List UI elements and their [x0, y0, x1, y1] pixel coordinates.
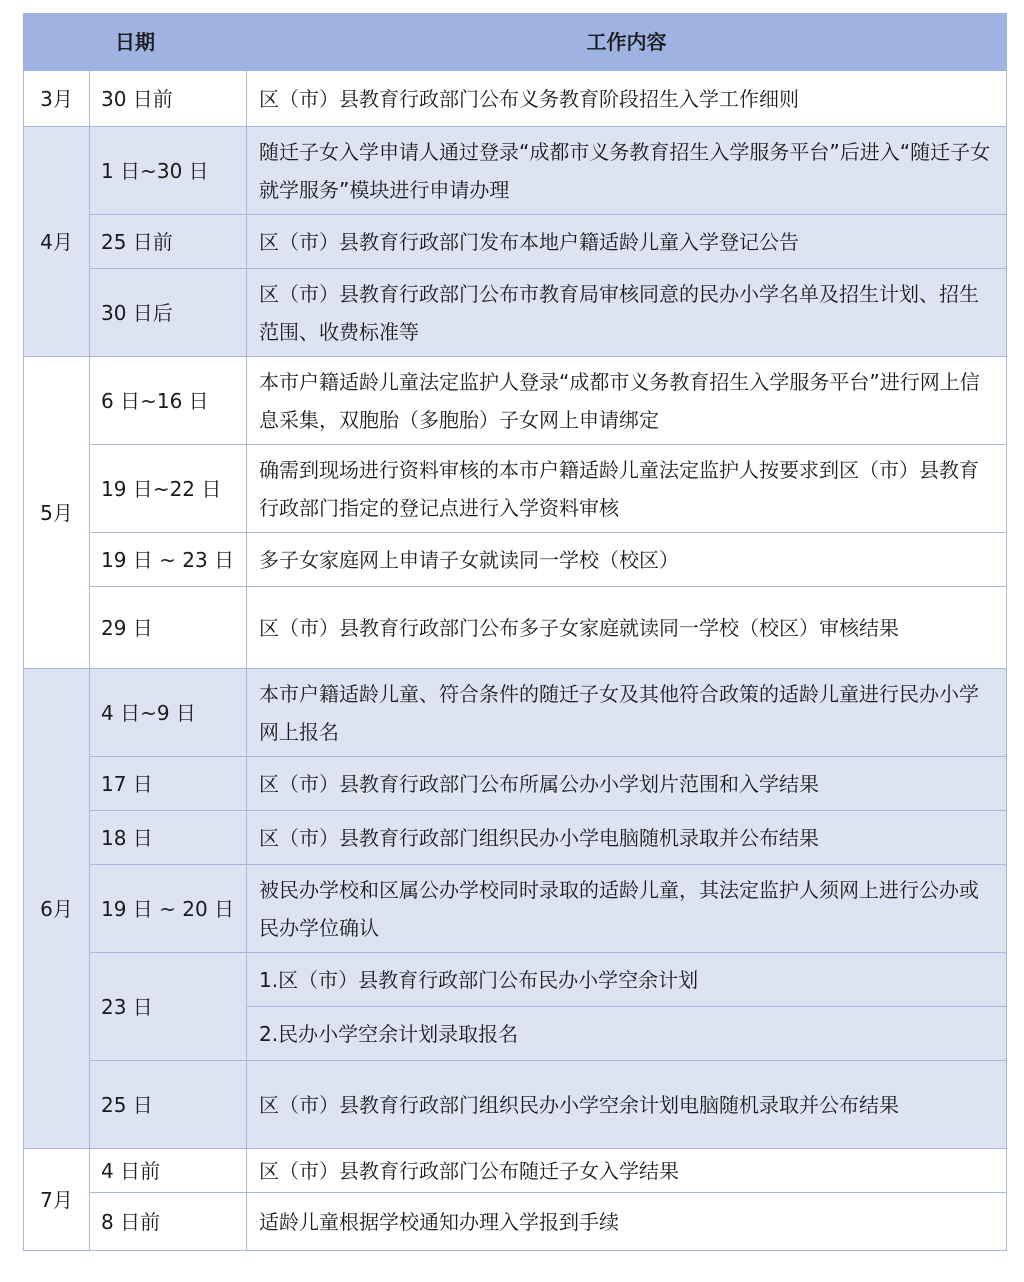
content-cell: 随迁子女入学申请人通过登录“成都市义务教育招生入学服务平台”后进入“随迁子女就学服务”模块进行申请办理	[247, 127, 1007, 215]
table-row	[24, 357, 1007, 445]
day-cell: 4 日~9 日	[90, 669, 247, 757]
content-cell: 区（市）县教育行政部门公布多子女家庭就读同一学校（校区）审核结果	[247, 587, 1007, 669]
content-cell: 被民办学校和区属公办学校同时录取的适龄儿童，其法定监护人须网上进行公办或民办学位确认	[247, 865, 1007, 953]
content-cell: 2.民办小学空余计划录取报名	[247, 1007, 1007, 1061]
content-cell: 本市户籍适龄儿童法定监护人登录“成都市义务教育招生入学服务平台”进行网上信息采集，双胞胎（多胞胎）子女网上申请绑定	[247, 357, 1007, 445]
day-cell: 4 日前	[90, 1149, 247, 1193]
day-cell: 19 日~22 日	[90, 445, 247, 533]
table-row	[24, 127, 1007, 215]
table-row	[24, 1149, 1007, 1193]
table-row	[24, 533, 1007, 587]
content-cell: 确需到现场进行资料审核的本市户籍适龄儿童法定监护人按要求到区（市）县教育行政部门指定的登记点进行入学资料审核	[247, 445, 1007, 533]
day-cell: 19 日 ~ 20 日	[90, 865, 247, 953]
content-cell: 区（市）县教育行政部门组织民办小学电脑随机录取并公布结果	[247, 811, 1007, 865]
table-row	[24, 669, 1007, 757]
month-cell: 7月	[24, 1149, 90, 1251]
month-cell: 4月	[24, 127, 90, 357]
table-row	[24, 445, 1007, 533]
table-row	[24, 1193, 1007, 1251]
table-row	[24, 587, 1007, 669]
content-cell: 区（市）县教育行政部门公布市教育局审核同意的民办小学名单及招生计划、招生范围、收费标准等	[247, 269, 1007, 357]
day-cell: 6 日~16 日	[90, 357, 247, 445]
content-cell: 区（市）县教育行政部门发布本地户籍适龄儿童入学登记公告	[247, 215, 1007, 269]
day-cell: 19 日 ~ 23 日	[90, 533, 247, 587]
table-row	[24, 811, 1007, 865]
content-cell: 区（市）县教育行政部门公布随迁子女入学结果	[247, 1149, 1007, 1193]
day-cell: 25 日	[90, 1061, 247, 1149]
day-cell: 29 日	[90, 587, 247, 669]
day-cell: 30 日后	[90, 269, 247, 357]
content-cell: 适龄儿童根据学校通知办理入学报到手续	[247, 1193, 1007, 1251]
day-cell: 17 日	[90, 757, 247, 811]
day-cell: 18 日	[90, 811, 247, 865]
table-row	[24, 953, 1007, 1007]
table-body	[24, 71, 1007, 1251]
content-cell: 1.区（市）县教育行政部门公布民办小学空余计划	[247, 953, 1007, 1007]
table-row	[24, 757, 1007, 811]
day-cell: 30 日前	[90, 71, 247, 127]
month-cell: 5月	[24, 357, 90, 669]
date-column-header: 日期	[24, 14, 247, 71]
month-cell: 3月	[24, 71, 90, 127]
content-column-header: 工作内容	[247, 14, 1007, 71]
enrollment-schedule-table	[23, 13, 1007, 1251]
table-header-row	[24, 14, 1007, 71]
table-row	[24, 269, 1007, 357]
day-cell: 1 日~30 日	[90, 127, 247, 215]
content-cell: 区（市）县教育行政部门公布义务教育阶段招生入学工作细则	[247, 71, 1007, 127]
month-cell: 6月	[24, 669, 90, 1149]
content-cell: 多子女家庭网上申请子女就读同一学校（校区）	[247, 533, 1007, 587]
day-cell: 23 日	[90, 953, 247, 1061]
day-cell: 25 日前	[90, 215, 247, 269]
day-cell: 8 日前	[90, 1193, 247, 1251]
content-cell: 区（市）县教育行政部门组织民办小学空余计划电脑随机录取并公布结果	[247, 1061, 1007, 1149]
table-row	[24, 215, 1007, 269]
table-row	[24, 71, 1007, 127]
content-cell: 区（市）县教育行政部门公布所属公办小学划片范围和入学结果	[247, 757, 1007, 811]
table-row	[24, 865, 1007, 953]
table-row	[24, 1061, 1007, 1149]
content-cell: 本市户籍适龄儿童、符合条件的随迁子女及其他符合政策的适龄儿童进行民办小学网上报名	[247, 669, 1007, 757]
